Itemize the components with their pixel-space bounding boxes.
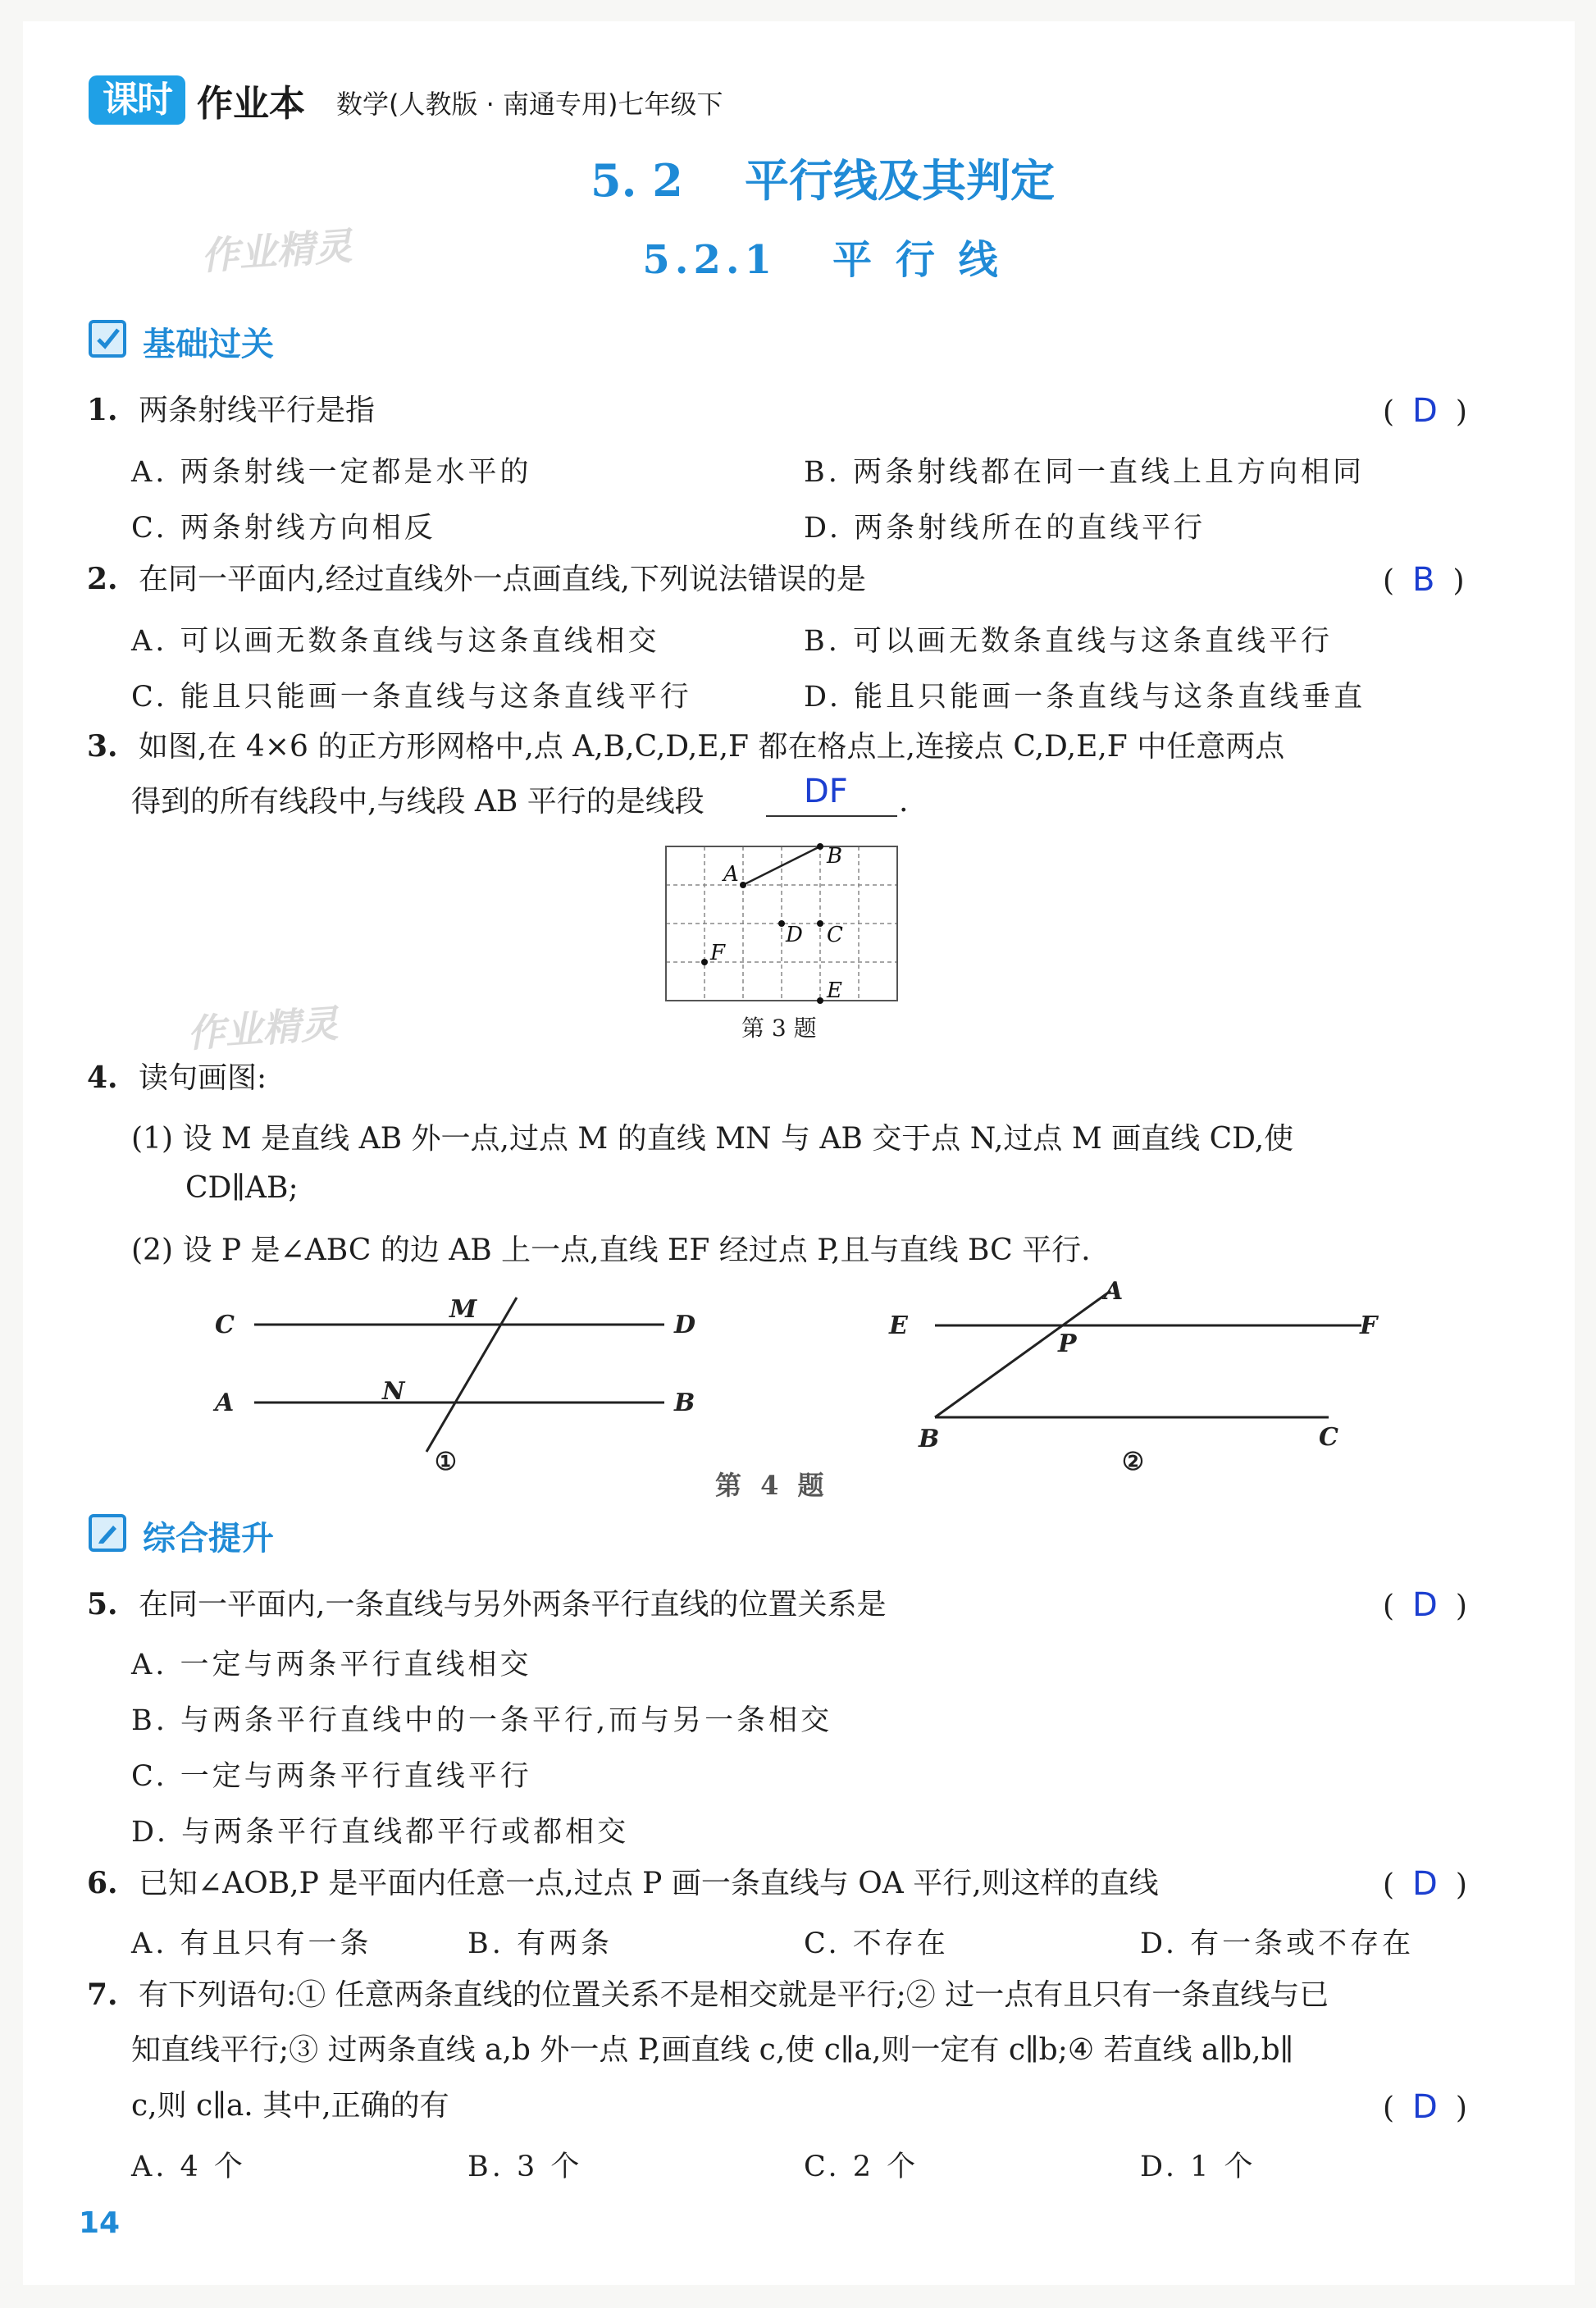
label-f: F — [1360, 1311, 1378, 1340]
option-d: D. 能且只能画一条直线与这条直线垂直 — [804, 681, 1366, 714]
question-5-stem — [87, 1586, 887, 1623]
question-number: 1. — [87, 393, 118, 427]
answer-bracket-7: ( D ) — [1383, 2088, 1467, 2126]
option-c: C. 不存在 — [804, 1927, 949, 1960]
label-m: M — [449, 1295, 477, 1324]
question-text: 有下列语句:① 任意两条直线的位置关系不是相交就是平行;② 过一点有且只有一条直线与已 — [139, 1978, 1329, 2012]
answer-bracket-2: ( B ) — [1383, 561, 1465, 599]
line-ba — [935, 1291, 1110, 1417]
figure-4-2 — [886, 1279, 1411, 1476]
question-text: 在同一平面内,经过直线外一点画直线,下列说法错误的是 — [139, 563, 866, 596]
question-number: 5. — [87, 1587, 118, 1622]
section-basic-heading: 基础过关 — [143, 326, 274, 363]
section-title: 5.2.1 平 行 线 — [642, 237, 1003, 283]
question-number: 6. — [87, 1866, 118, 1900]
option-a: A. 4 个 — [131, 2151, 246, 2183]
question-2-stem — [87, 561, 866, 598]
point-a — [740, 882, 746, 888]
option-b: B. 有两条 — [467, 1927, 613, 1960]
watermark: 作业精灵 — [185, 1001, 340, 1056]
option-c: C. 2 个 — [804, 2151, 919, 2183]
figure-caption: 第 3 题 — [741, 1015, 817, 1042]
question-4-part2: (2) 设 P 是∠ABC 的边 AB 上一点,直线 EF 经过点 P,且与直线 BC 平行. — [131, 1234, 1091, 1267]
question-text: 如图,在 4×6 的正方形网格中,点 A,B,C,D,E,F 都在格点上,连接点 C,D,E,F 中任意两点 — [139, 730, 1285, 764]
option-a: A. 有且只有一条 — [131, 1927, 372, 1960]
question-6-stem — [87, 1865, 1159, 1902]
label-a: A — [1104, 1279, 1124, 1306]
question-7-line3: c,则 c∥a. 其中,正确的有 — [131, 2089, 449, 2123]
question-3-line1 — [87, 728, 1284, 765]
label-c: C — [827, 923, 843, 947]
question-7-line1 — [87, 1977, 1329, 2014]
period: . — [899, 785, 909, 819]
figure-label-1: ① — [435, 1448, 457, 1476]
question-number: 7. — [87, 1977, 118, 2012]
label-a: A — [723, 862, 739, 887]
label-e: E — [889, 1311, 908, 1340]
option-d: D. 两条射线所在的直线平行 — [804, 512, 1206, 545]
point-d — [778, 920, 785, 927]
point-c — [817, 920, 823, 927]
question-text: 在同一平面内,一条直线与另外两条平行直线的位置关系是 — [139, 1588, 887, 1622]
label-p: P — [1058, 1330, 1077, 1358]
point-e — [817, 997, 823, 1004]
option-c: C. 能且只能画一条直线与这条直线平行 — [131, 681, 692, 714]
label-b: B — [919, 1425, 940, 1453]
grid-figure — [661, 842, 907, 1006]
answer-bracket-6: ( D ) — [1383, 1865, 1467, 1903]
handwritten-answer: B — [1412, 561, 1435, 599]
figure-caption: 第 4 题 — [715, 1470, 829, 1501]
handwritten-answer: D — [1412, 1865, 1438, 1903]
question-number: 4. — [87, 1060, 118, 1095]
label-n: N — [382, 1377, 405, 1406]
question-4-part1-cont: CD∥AB; — [185, 1171, 299, 1205]
label-d: D — [786, 923, 803, 947]
label-c: C — [1319, 1423, 1338, 1452]
option-c: C. 两条射线方向相反 — [131, 512, 436, 545]
question-text: 已知∠AOB,P 是平面内任意一点,过点 P 画一条直线与 OA 平行,则这样的直线 — [139, 1867, 1159, 1900]
option-d: D. 有一条或不存在 — [1140, 1927, 1415, 1960]
handwritten-answer: D — [1412, 392, 1438, 430]
point-f — [701, 959, 708, 965]
handwritten-answer: D — [1412, 1586, 1438, 1624]
option-b: B. 两条射线都在同一直线上且方向相同 — [804, 456, 1365, 489]
question-3-line2: 得到的所有线段中,与线段 AB 平行的是线段 — [131, 785, 705, 819]
figure-4-1 — [205, 1288, 730, 1476]
brand-name: 作业本 — [197, 83, 305, 125]
answer-bracket-1: ( D ) — [1383, 392, 1467, 430]
option-b: B. 3 个 — [467, 2151, 583, 2183]
label-e: E — [827, 978, 842, 1003]
question-4-part1: (1) 设 M 是直线 AB 外一点,过点 M 的直线 MN 与 AB 交于点 N,过点 M 画直线 CD,使 — [131, 1122, 1294, 1156]
option-a: A. 可以画无数条直线与这条直线相交 — [131, 625, 660, 658]
label-d: D — [674, 1311, 696, 1339]
book-subtitle: 数学(人教版 · 南通专用)七年级下 — [336, 89, 723, 120]
figure-label-2: ② — [1122, 1448, 1144, 1476]
question-7-line2: 知直线平行;③ 过两条直线 a,b 外一点 P,画直线 c,使 c∥a,则一定有 c∥b;④ 若直线 a∥b,b∥ — [131, 2033, 1294, 2067]
pencil-icon — [89, 1514, 126, 1552]
label-c: C — [215, 1311, 235, 1339]
label-b: B — [827, 844, 843, 869]
handwritten-answer: D — [1412, 2088, 1438, 2126]
checkbox-icon — [89, 320, 126, 358]
brand-logo: 课时 — [89, 75, 185, 125]
point-b — [817, 843, 823, 850]
question-number: 3. — [87, 729, 118, 764]
option-a: A. 两条射线一定都是水平的 — [131, 456, 532, 489]
question-1-stem — [87, 392, 375, 429]
question-text: 两条射线平行是指 — [139, 394, 376, 427]
option-a: A. 一定与两条平行直线相交 — [131, 1649, 532, 1681]
option-d: D. 1 个 — [1140, 2151, 1256, 2183]
page-number: 14 — [79, 2206, 121, 2240]
label-f: F — [710, 941, 726, 965]
question-4-stem — [87, 1060, 267, 1097]
option-b: B. 可以画无数条直线与这条直线平行 — [804, 625, 1333, 658]
chapter-title: 5. 2 平行线及其判定 — [591, 154, 1055, 207]
handwritten-answer: DF — [804, 773, 848, 810]
label-a: A — [215, 1389, 235, 1417]
option-d: D. 与两条平行直线都平行或都相交 — [131, 1816, 630, 1849]
option-c: C. 一定与两条平行直线平行 — [131, 1760, 532, 1793]
answer-bracket-5: ( D ) — [1383, 1586, 1467, 1624]
label-b: B — [674, 1389, 695, 1417]
watermark: 作业精灵 — [199, 223, 353, 279]
question-number: 2. — [87, 562, 118, 596]
option-b: B. 与两条平行直线中的一条平行,而与另一条相交 — [131, 1704, 833, 1737]
section-advanced-heading: 综合提升 — [143, 1520, 274, 1558]
question-text: 读句画图: — [139, 1061, 267, 1095]
